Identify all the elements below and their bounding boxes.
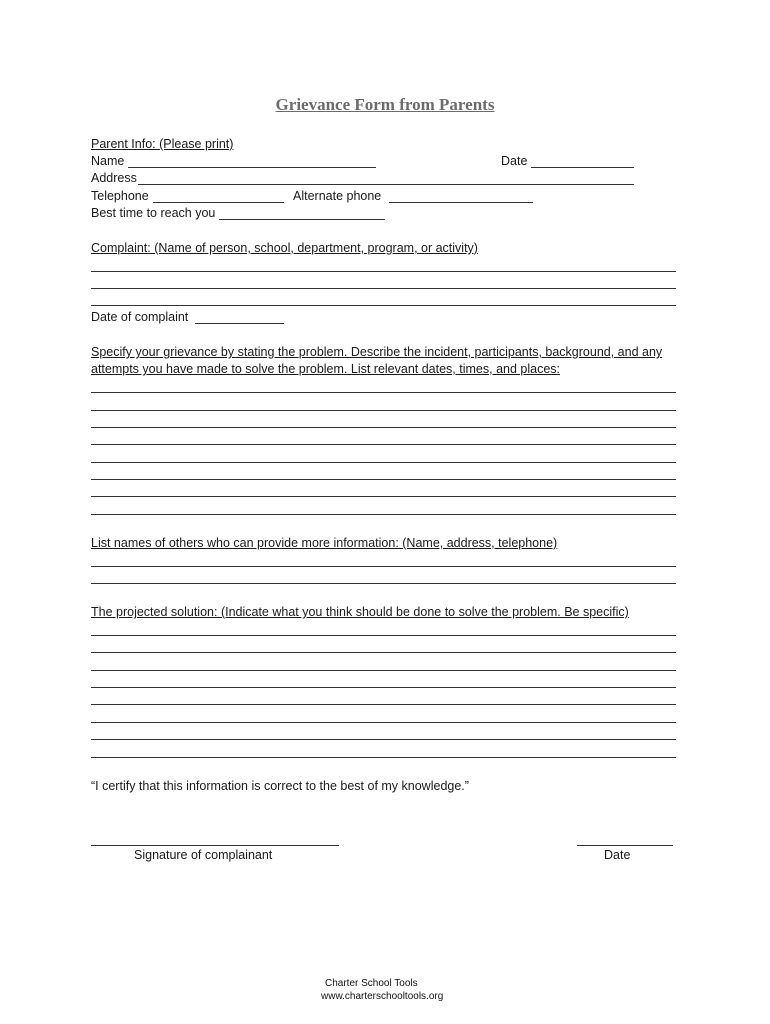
grievance-line[interactable] <box>91 392 676 393</box>
form-title: Grievance Form from Parents <box>275 95 495 114</box>
telephone-label: Telephone <box>91 189 149 203</box>
best-time-label: Best time to reach you <box>91 206 216 220</box>
solution-line[interactable] <box>91 704 676 705</box>
signature-field[interactable] <box>91 845 339 846</box>
name-field[interactable] <box>128 167 376 168</box>
telephone-field[interactable] <box>153 202 284 203</box>
address-label: Address <box>91 171 137 185</box>
solution-heading: The projected solution: (Indicate what you think should be done to solve the problem. Be specific) <box>91 605 629 619</box>
signature-label: Signature of complainant <box>134 848 273 862</box>
others-line[interactable] <box>91 583 676 584</box>
alternate-phone-field[interactable] <box>389 202 533 203</box>
solution-line[interactable] <box>91 670 676 671</box>
complaint-line[interactable] <box>91 288 676 289</box>
date-label: Date <box>501 154 528 168</box>
grievance-line[interactable] <box>91 496 676 497</box>
solution-line[interactable] <box>91 722 676 723</box>
date-field[interactable] <box>531 167 634 168</box>
footer-website: www.charterschooltools.org <box>321 991 444 1002</box>
certification-statement: “I certify that this information is correct to the best of my knowledge.” <box>91 779 469 793</box>
grievance-line[interactable] <box>91 410 676 411</box>
signature-date-label: Date <box>604 848 631 862</box>
grievance-line[interactable] <box>91 444 676 445</box>
others-line[interactable] <box>91 566 676 567</box>
signature-date-field[interactable] <box>577 845 673 846</box>
grievance-line[interactable] <box>91 514 676 515</box>
footer-organization: Charter School Tools <box>325 978 418 989</box>
solution-line[interactable] <box>91 757 676 758</box>
grievance-heading-line1: Specify your grievance by stating the problem. Describe the incident, participants, background, and any <box>91 345 663 359</box>
grievance-heading-line2: attempts you have made to solve the problem. List relevant dates, times, and places: <box>91 362 561 376</box>
solution-line[interactable] <box>91 635 676 636</box>
others-heading: List names of others who can provide more information: (Name, address, telephone) <box>91 536 558 550</box>
name-label: Name <box>91 154 125 168</box>
grievance-line[interactable] <box>91 427 676 428</box>
best-time-field[interactable] <box>219 219 385 220</box>
solution-line[interactable] <box>91 739 676 740</box>
grievance-line[interactable] <box>91 479 676 480</box>
address-field[interactable] <box>138 184 634 185</box>
complaint-heading: Complaint: (Name of person, school, department, program, or activity) <box>91 241 478 255</box>
complaint-line[interactable] <box>91 305 676 306</box>
complaint-date-field[interactable] <box>195 323 284 324</box>
parent-info-heading: Parent Info: (Please print) <box>91 137 234 151</box>
solution-line[interactable] <box>91 687 676 688</box>
solution-line[interactable] <box>91 652 676 653</box>
grievance-line[interactable] <box>91 462 676 463</box>
alternate-phone-label: Alternate phone <box>293 189 382 203</box>
complaint-line[interactable] <box>91 271 676 272</box>
complaint-date-label: Date of complaint <box>91 310 189 324</box>
